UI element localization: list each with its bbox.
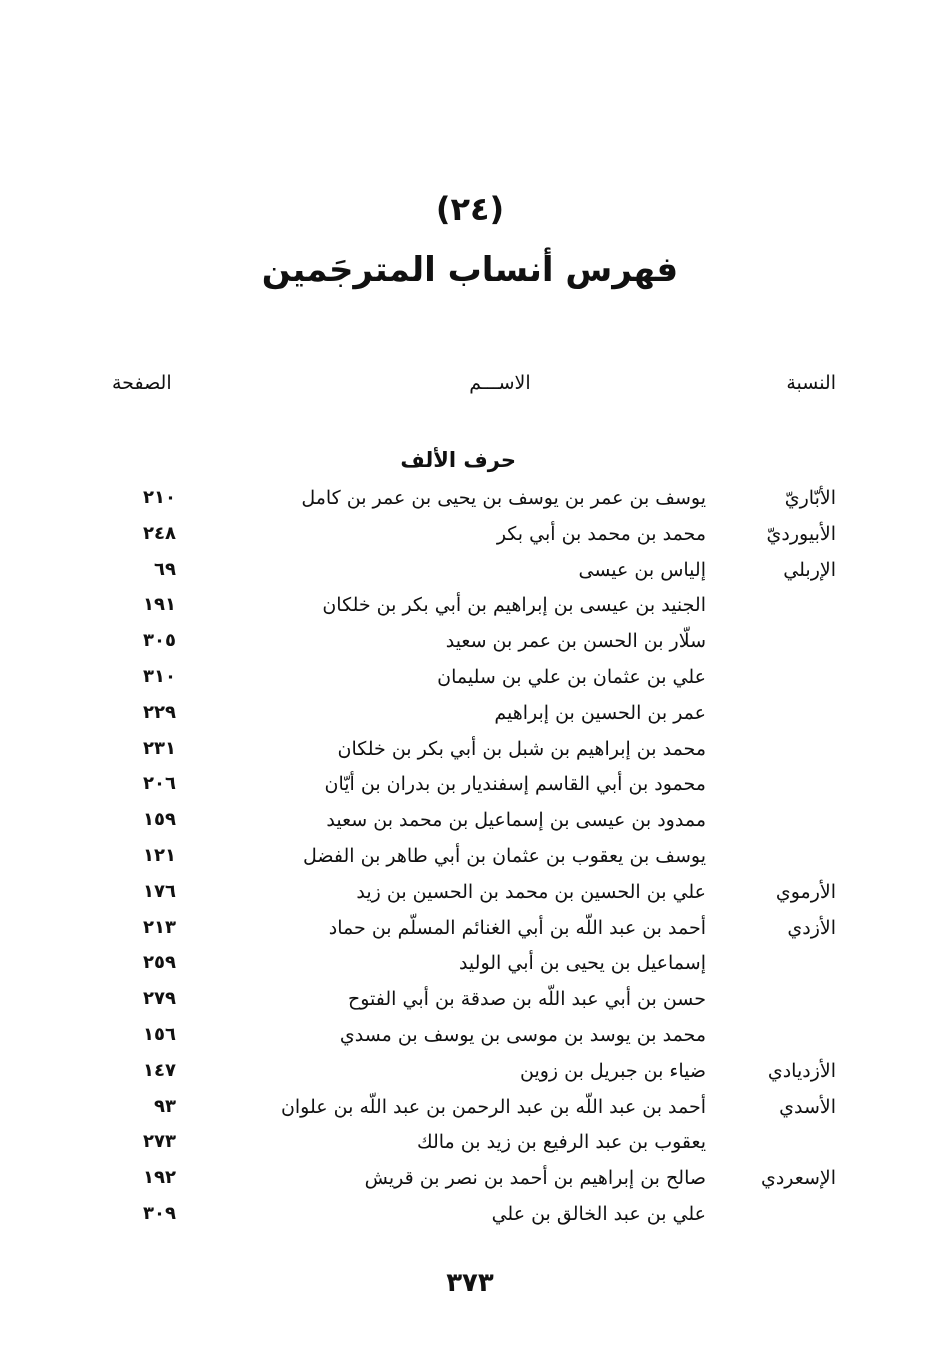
index-row — [0, 1198, 940, 1234]
page-number: ٣٧٣ — [446, 1268, 494, 1298]
entry-page: ٢٤٨ — [143, 522, 176, 544]
entry-name: محمد بن يوسد بن موسى بن يوسف بن مسدي — [339, 1023, 706, 1046]
entry-page: ٢٣١ — [143, 737, 176, 759]
entry-page: ١٧٦ — [143, 880, 176, 902]
entry-nisba: الأبّاريّ — [784, 487, 836, 509]
chapter-number: (٢٤) — [435, 190, 505, 228]
index-row — [0, 554, 940, 590]
entry-name: الجنيد بن عيسى بن إبراهيم بن أبي بكر بن خلكان — [322, 594, 706, 617]
entry-page: ٢١٠ — [143, 487, 176, 508]
entry-page: ٢٧٣ — [143, 1131, 176, 1153]
entry-page: ٢٠٦ — [143, 773, 176, 795]
entry-name: علي بن الحسين بن محمد بن الحسين بن زيد — [356, 880, 706, 903]
entry-name: علي بن عبد الخالق بن علي — [491, 1202, 706, 1225]
entry-page: ٢٥٩ — [143, 952, 176, 974]
entry-name: سلّار بن الحسن بن عمر بن سعيد — [445, 630, 706, 653]
index-row — [0, 1055, 940, 1091]
index-row — [0, 876, 940, 912]
entry-name: يوسف بن عمر بن يوسف بن يحيى بن عمر بن كامل — [301, 487, 706, 509]
entry-name: ممدود بن عيسى بن إسماعيل بن محمد بن سعيد — [326, 809, 706, 832]
letter-heading: حرف الألف — [400, 448, 516, 472]
entry-name: محمد بن إبراهيم بن شبل بن أبي بكر بن خلكان — [337, 737, 706, 760]
entry-page: ١٩٢ — [143, 1167, 176, 1189]
index-row — [0, 1091, 940, 1127]
index-row — [0, 947, 940, 983]
entry-name: محمد بن محمد بن أبي بكر — [496, 522, 706, 545]
index-row — [0, 733, 940, 769]
index-row — [0, 912, 940, 948]
entry-name: علي بن عثمان بن علي بن سليمان — [437, 665, 706, 688]
entry-name: عمر بن الحسين بن إبراهيم — [494, 701, 706, 724]
index-row — [0, 518, 940, 554]
index-row — [0, 625, 940, 661]
entry-name: ضياء بن جبريل بن زوين — [520, 1059, 706, 1082]
entry-page: ٦٩ — [154, 558, 176, 580]
index-row — [0, 840, 940, 876]
index-row — [0, 661, 940, 697]
index-row — [0, 589, 940, 625]
entry-page: ١٩١ — [143, 594, 176, 616]
index-row — [0, 1019, 940, 1055]
entry-name: صالح بن إبراهيم بن أحمد بن نصر بن قريش — [364, 1167, 706, 1190]
entry-nisba: الأبيورديّ — [766, 522, 836, 545]
entry-page: ٩٣ — [154, 1095, 176, 1117]
index-row — [0, 1126, 940, 1162]
entry-page: ١٢١ — [143, 844, 176, 866]
entry-name: إلياس بن عيسى — [578, 558, 706, 581]
entry-nisba: الأرموي — [775, 880, 836, 903]
index-row — [0, 697, 940, 733]
entry-nisba: الأسدي — [779, 1095, 836, 1118]
entry-name: أحمد بن عبد اللّه بن أبي الغنائم المسلّم بن حماد — [328, 916, 706, 939]
index-row — [0, 804, 940, 840]
entry-page: ٢١٣ — [143, 916, 176, 938]
header-nisba: النسبة — [786, 372, 836, 394]
index-row — [0, 768, 940, 804]
entry-nisba: الإربلي — [783, 558, 836, 581]
header-name: الاســـم — [469, 372, 531, 394]
entry-page: ١٤٧ — [143, 1059, 176, 1081]
entry-nisba: الأزديادي — [767, 1059, 836, 1082]
entry-name: أحمد بن عبد اللّه بن عبد الرحمن بن عبد اللّه بن علوان — [280, 1095, 706, 1118]
entry-page: ٣٠٩ — [143, 1202, 176, 1224]
entry-page: ١٥٩ — [143, 809, 176, 831]
entry-nisba: الإسعردي — [760, 1167, 836, 1190]
index-entries — [0, 482, 940, 1234]
entry-page: ٣١٠ — [143, 665, 176, 687]
entry-name: يوسف بن يعقوب بن عثمان بن أبي طاهر بن الفضل — [303, 844, 706, 867]
entry-name: يعقوب بن عبد الرفيع بن زيد بن مالك — [416, 1131, 706, 1154]
entry-page: ٢٢٩ — [143, 701, 176, 723]
entry-name: محمود بن أبي القاسم إسفنديار بن بدران بن أيّان — [324, 773, 706, 796]
entry-name: حسن بن أبي عبد اللّه بن صدقة بن أبي الفتوح — [347, 988, 706, 1011]
index-row — [0, 482, 940, 518]
header-page: الصفحة — [112, 372, 172, 394]
entry-name: إسماعيل بن يحيى بن أبي الوليد — [458, 952, 706, 975]
entry-nisba: الأزدي — [787, 916, 836, 939]
index-row — [0, 983, 940, 1019]
index-row — [0, 1162, 940, 1198]
entry-page: ٣٠٥ — [143, 630, 176, 652]
chapter-title: فهرس أنساب المترجَمين — [261, 250, 679, 290]
entry-page: ١٥٦ — [143, 1023, 176, 1045]
entry-page: ٢٧٩ — [143, 988, 176, 1010]
